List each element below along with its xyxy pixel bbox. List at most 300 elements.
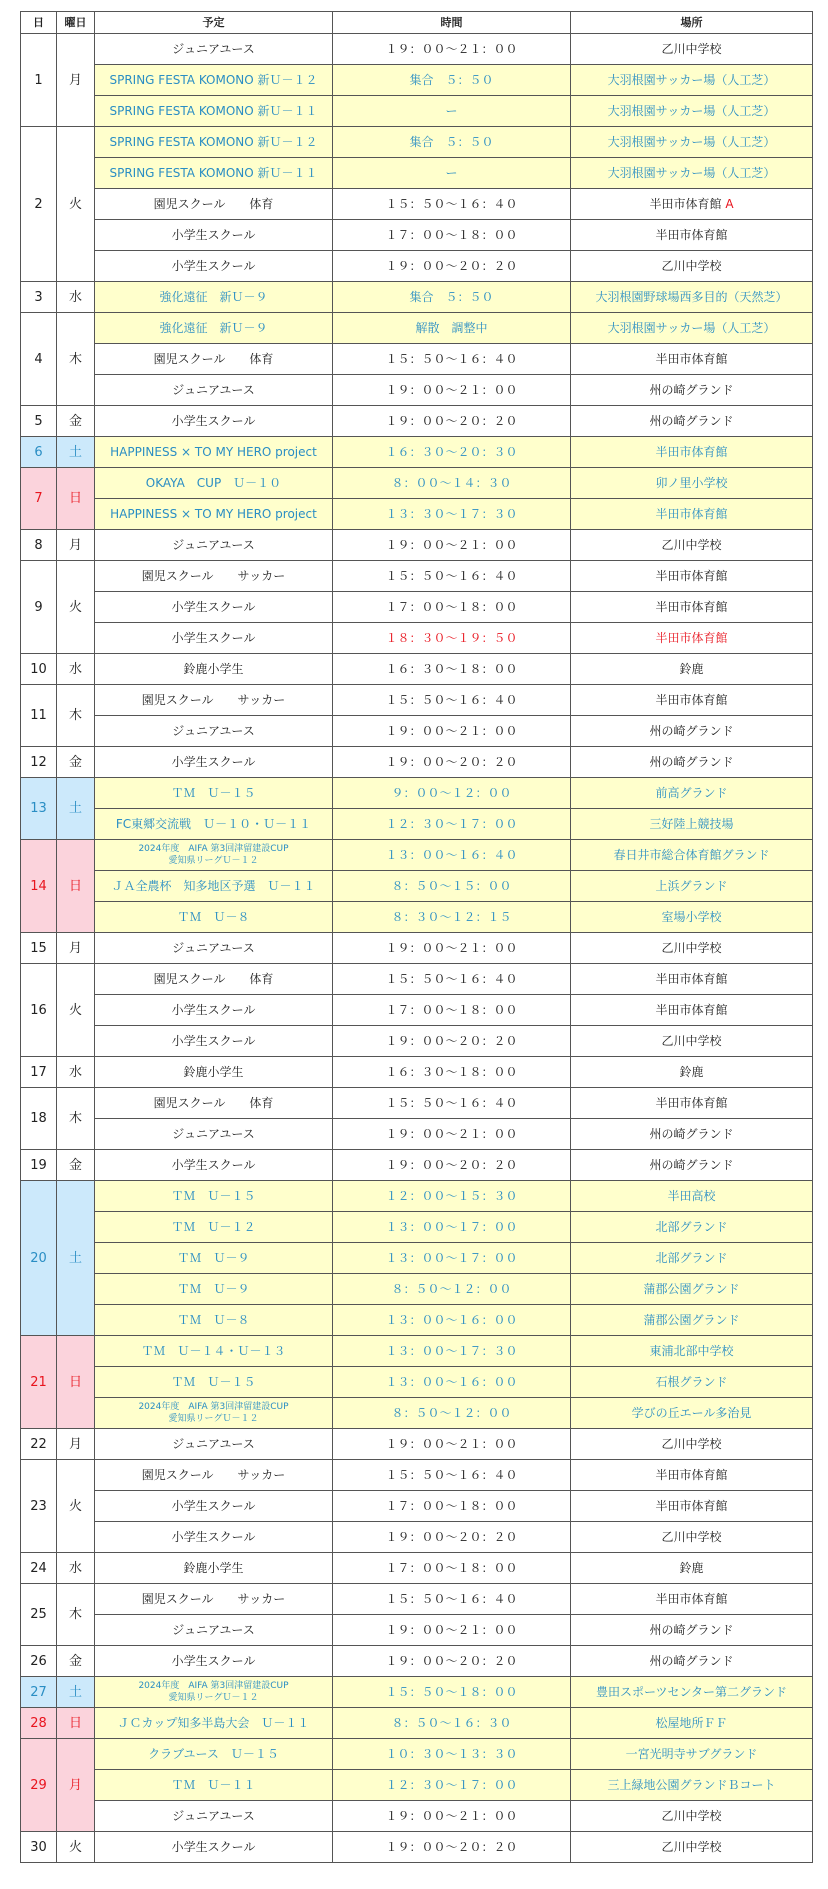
event-time: １９：００～２１：００ <box>333 530 571 561</box>
day-number: 6 <box>21 437 57 468</box>
schedule-row <box>21 1305 813 1336</box>
day-number: 4 <box>21 313 57 406</box>
event-time: １６：３０～２０：３０ <box>333 437 571 468</box>
weekday: 火 <box>57 561 95 654</box>
event-name: ジュニアユース <box>95 34 333 65</box>
weekday: 月 <box>57 1429 95 1460</box>
weekday: 水 <box>57 282 95 313</box>
day-number: 19 <box>21 1150 57 1181</box>
day-number: 14 <box>21 840 57 933</box>
schedule-row <box>21 1491 813 1522</box>
day-number: 20 <box>21 1181 57 1336</box>
header-row <box>21 12 813 34</box>
day-number: 3 <box>21 282 57 313</box>
event-name: 強化遠征 新Ｕ－９ <box>95 282 333 313</box>
event-name: 園児スクール サッカー <box>95 1460 333 1491</box>
event-name-line2: 愛知県リーグＵ－１２ <box>168 1414 259 1424</box>
event-name: 園児スクール サッカー <box>95 561 333 592</box>
event-place: 大羽根園サッカー場（人工芝） <box>571 96 813 127</box>
event-name: SPRING FESTA KOMONO 新Ｕ－１１ <box>95 96 333 127</box>
event-place: 半田市体育館 <box>571 995 813 1026</box>
event-place: 鈴鹿 <box>571 1553 813 1584</box>
weekday: 金 <box>57 1646 95 1677</box>
day-number: 8 <box>21 530 57 561</box>
weekday: 金 <box>57 406 95 437</box>
event-place: 前高グランド <box>571 778 813 809</box>
day-number: 9 <box>21 561 57 654</box>
header-day: 日 <box>21 12 57 34</box>
event-name: HAPPINESS × TO MY HERO project <box>95 437 333 468</box>
event-place: 鈴鹿 <box>571 1057 813 1088</box>
schedule-row <box>21 716 813 747</box>
day-number: 18 <box>21 1088 57 1150</box>
event-name: FC東郷交流戦 Ｕ－１０・Ｕ－１１ <box>95 809 333 840</box>
day-number: 23 <box>21 1460 57 1553</box>
event-time: １７：００～１８：００ <box>333 1491 571 1522</box>
event-name: ジュニアユース <box>95 933 333 964</box>
event-place: 乙川中学校 <box>571 34 813 65</box>
weekday: 木 <box>57 1584 95 1646</box>
event-time: 集合 ５：５０ <box>333 127 571 158</box>
event-place: 一宮光明寺サブグランド <box>571 1739 813 1770</box>
schedule-row <box>21 189 813 220</box>
schedule-row <box>21 1584 813 1615</box>
day-number: 17 <box>21 1057 57 1088</box>
event-time: １７：００～１８：００ <box>333 592 571 623</box>
schedule-row <box>21 1739 813 1770</box>
event-name <box>95 840 333 871</box>
event-place: 乙川中学校 <box>571 1832 813 1863</box>
place-accent: A <box>725 196 734 211</box>
event-name: クラブユース Ｕ－１５ <box>95 1739 333 1770</box>
weekday: 木 <box>57 313 95 406</box>
weekday: 金 <box>57 1150 95 1181</box>
event-time: ８：５０～１２：００ <box>333 1398 571 1429</box>
event-place: 乙川中学校 <box>571 1026 813 1057</box>
event-name: ＴＭ Ｕ－１４・Ｕ－１３ <box>95 1336 333 1367</box>
day-number: 26 <box>21 1646 57 1677</box>
event-name-line1: 2024年度 AIFA 第3回津留建設CUP <box>138 1402 289 1412</box>
day-number: 22 <box>21 1429 57 1460</box>
schedule-row <box>21 375 813 406</box>
event-name: 小学生スクール <box>95 1522 333 1553</box>
event-place: 大羽根園サッカー場（人工芝） <box>571 65 813 96</box>
weekday: 火 <box>57 127 95 282</box>
schedule-row <box>21 747 813 778</box>
day-number: 5 <box>21 406 57 437</box>
event-time: １９：００～２１：００ <box>333 34 571 65</box>
event-name: ＴＭ Ｕ－１５ <box>95 1367 333 1398</box>
event-place: 松屋地所ＦＦ <box>571 1708 813 1739</box>
weekday: 土 <box>57 1677 95 1708</box>
event-place: 州の崎グランド <box>571 1119 813 1150</box>
event-name: ジュニアユース <box>95 716 333 747</box>
event-place: 半田市体育館 <box>571 1584 813 1615</box>
event-name: ＴＭ Ｕ－９ <box>95 1274 333 1305</box>
event-name: 小学生スクール <box>95 1646 333 1677</box>
event-time: １９：００～２０：２０ <box>333 1832 571 1863</box>
event-time: １７：００～１８：００ <box>333 1553 571 1584</box>
event-place: 半田市体育館 <box>571 685 813 716</box>
schedule-row <box>21 1367 813 1398</box>
schedule-row <box>21 623 813 654</box>
weekday: 土 <box>57 1181 95 1336</box>
weekday: 日 <box>57 1708 95 1739</box>
event-time: ９：００～１２：００ <box>333 778 571 809</box>
event-time: １９：００～２１：００ <box>333 375 571 406</box>
event-place: 乙川中学校 <box>571 1522 813 1553</box>
event-name: 鈴鹿小学生 <box>95 1553 333 1584</box>
day-number: 29 <box>21 1739 57 1832</box>
schedule-row <box>21 933 813 964</box>
event-place: 鈴鹿 <box>571 654 813 685</box>
event-time: １３：００～１７：３０ <box>333 1336 571 1367</box>
weekday: 日 <box>57 1336 95 1429</box>
event-name: ＴＭ Ｕ－８ <box>95 902 333 933</box>
event-time: ８：５０～１５：００ <box>333 871 571 902</box>
event-place: 半田市体育館 <box>571 437 813 468</box>
event-name: ＪＣカップ知多半島大会 Ｕ－１１ <box>95 1708 333 1739</box>
event-name: 小学生スクール <box>95 623 333 654</box>
event-time: １９：００～２１：００ <box>333 933 571 964</box>
schedule-row <box>21 1429 813 1460</box>
event-name: 園児スクール 体育 <box>95 344 333 375</box>
event-time: １７：００～１８：００ <box>333 995 571 1026</box>
schedule-row <box>21 282 813 313</box>
weekday: 水 <box>57 654 95 685</box>
weekday: 日 <box>57 468 95 530</box>
event-place: 乙川中学校 <box>571 1429 813 1460</box>
event-place: 半田市体育館 <box>571 623 813 654</box>
day-number: 12 <box>21 747 57 778</box>
event-name: ＴＭ Ｕ－９ <box>95 1243 333 1274</box>
schedule-row <box>21 1646 813 1677</box>
event-time: １９：００～２０：２０ <box>333 406 571 437</box>
schedule-row <box>21 1026 813 1057</box>
schedule-row <box>21 437 813 468</box>
event-name: 小学生スクール <box>95 1832 333 1863</box>
schedule-row <box>21 1181 813 1212</box>
day-number: 11 <box>21 685 57 747</box>
day-number: 27 <box>21 1677 57 1708</box>
schedule-row <box>21 344 813 375</box>
event-place: 東浦北部中学校 <box>571 1336 813 1367</box>
event-time: １３：００～１６：４０ <box>333 840 571 871</box>
event-time: ー <box>333 96 571 127</box>
event-name: ＴＭ Ｕ－１１ <box>95 1770 333 1801</box>
weekday: 金 <box>57 747 95 778</box>
event-time: １９：００～２１：００ <box>333 716 571 747</box>
event-time: １２：００～１５：３０ <box>333 1181 571 1212</box>
day-number: 30 <box>21 1832 57 1863</box>
event-name: 鈴鹿小学生 <box>95 1057 333 1088</box>
weekday: 月 <box>57 530 95 561</box>
event-time: １５：５０～１６：４０ <box>333 964 571 995</box>
event-name: ジュニアユース <box>95 1801 333 1832</box>
event-name: 小学生スクール <box>95 1150 333 1181</box>
event-time: １９：００～２０：２０ <box>333 1522 571 1553</box>
event-time: ８：５０～１２：００ <box>333 1274 571 1305</box>
schedule-row <box>21 1553 813 1584</box>
event-place: 半田高校 <box>571 1181 813 1212</box>
day-number: 2 <box>21 127 57 282</box>
schedule-row <box>21 1088 813 1119</box>
event-place: 大羽根園サッカー場（人工芝） <box>571 127 813 158</box>
event-name: 園児スクール サッカー <box>95 685 333 716</box>
event-name: ジュニアユース <box>95 1119 333 1150</box>
event-time: １３：００～１７：００ <box>333 1243 571 1274</box>
event-time: １２：３０～１７：００ <box>333 1770 571 1801</box>
weekday: 水 <box>57 1057 95 1088</box>
schedule-row <box>21 313 813 344</box>
event-name: ＴＭ Ｕ－１５ <box>95 778 333 809</box>
event-name: HAPPINESS × TO MY HERO project <box>95 499 333 530</box>
schedule-row <box>21 1398 813 1429</box>
event-time: １７：００～１８：００ <box>333 220 571 251</box>
weekday: 月 <box>57 1739 95 1832</box>
event-place: 室場小学校 <box>571 902 813 933</box>
event-place: 半田市体育館 <box>571 499 813 530</box>
schedule-row <box>21 499 813 530</box>
event-time: １５：５０～１６：４０ <box>333 1460 571 1491</box>
event-name-line2: 愛知県リーグＵ－１２ <box>168 1693 259 1703</box>
event-place: 半田市体育館 <box>571 561 813 592</box>
event-name: 園児スクール サッカー <box>95 1584 333 1615</box>
day-number: 15 <box>21 933 57 964</box>
schedule-row <box>21 1119 813 1150</box>
event-time: １９：００～２０：２０ <box>333 1646 571 1677</box>
event-time: ８：００～１４：３０ <box>333 468 571 499</box>
event-time: １８：３０～１９：５０ <box>333 623 571 654</box>
schedule-row <box>21 1460 813 1491</box>
day-number: 10 <box>21 654 57 685</box>
event-time: １６：３０～１８：００ <box>333 654 571 685</box>
event-place: 北部グランド <box>571 1243 813 1274</box>
event-name: 小学生スクール <box>95 220 333 251</box>
weekday: 月 <box>57 34 95 127</box>
event-time: １５：５０～１６：４０ <box>333 561 571 592</box>
event-place: 大羽根園サッカー場（人工芝） <box>571 158 813 189</box>
event-place: 石根グランド <box>571 1367 813 1398</box>
event-time: ８：５０～１６：３０ <box>333 1708 571 1739</box>
schedule-row <box>21 1336 813 1367</box>
schedule-row <box>21 1243 813 1274</box>
event-name: 小学生スクール <box>95 1026 333 1057</box>
schedule-row <box>21 1770 813 1801</box>
event-time: １９：００～２１：００ <box>333 1801 571 1832</box>
event-place: 乙川中学校 <box>571 1801 813 1832</box>
schedule-row <box>21 809 813 840</box>
event-place: 三上緑地公園グランドＢコート <box>571 1770 813 1801</box>
event-place: 蒲郡公園グランド <box>571 1274 813 1305</box>
event-place: 北部グランド <box>571 1212 813 1243</box>
schedule-row <box>21 1615 813 1646</box>
schedule-row <box>21 1057 813 1088</box>
schedule-row <box>21 251 813 282</box>
event-time: １９：００～２１：００ <box>333 1429 571 1460</box>
event-name: SPRING FESTA KOMONO 新Ｕ－１２ <box>95 65 333 96</box>
schedule-row <box>21 840 813 871</box>
event-name: ジュニアユース <box>95 375 333 406</box>
schedule-row <box>21 220 813 251</box>
schedule-row <box>21 654 813 685</box>
event-place: 大羽根園野球場西多目的（天然芝） <box>571 282 813 313</box>
schedule-row <box>21 561 813 592</box>
header-place: 場所 <box>571 12 813 34</box>
event-time: １９：００～２０：２０ <box>333 1026 571 1057</box>
event-place: 半田市体育館 <box>571 1088 813 1119</box>
schedule-row <box>21 1677 813 1708</box>
schedule-row <box>21 902 813 933</box>
event-name: ジュニアユース <box>95 1615 333 1646</box>
schedule-row <box>21 468 813 499</box>
event-name: 小学生スクール <box>95 406 333 437</box>
event-name: 園児スクール 体育 <box>95 189 333 220</box>
event-time: 集合 ５：５０ <box>333 65 571 96</box>
event-time: １３：３０～１７：３０ <box>333 499 571 530</box>
event-time: １９：００～２０：２０ <box>333 747 571 778</box>
weekday: 火 <box>57 1460 95 1553</box>
event-name-line1: 2024年度 AIFA 第3回津留建設CUP <box>138 1681 289 1691</box>
event-place: 卯ノ里小学校 <box>571 468 813 499</box>
day-number: 7 <box>21 468 57 530</box>
event-time: 集合 ５：５０ <box>333 282 571 313</box>
weekday: 土 <box>57 778 95 840</box>
event-place: 州の崎グランド <box>571 747 813 778</box>
event-name-line2: 愛知県リーグＵ－１２ <box>168 856 259 866</box>
event-place: 大羽根園サッカー場（人工芝） <box>571 313 813 344</box>
event-place: 州の崎グランド <box>571 406 813 437</box>
event-name: OKAYA CUP Ｕ－１０ <box>95 468 333 499</box>
event-name: 小学生スクール <box>95 251 333 282</box>
event-place: 州の崎グランド <box>571 716 813 747</box>
weekday: 月 <box>57 933 95 964</box>
weekday: 木 <box>57 685 95 747</box>
event-place: 豊田スポーツセンター第二グランド <box>571 1677 813 1708</box>
schedule-row <box>21 127 813 158</box>
schedule-row <box>21 1708 813 1739</box>
event-place: 半田市体育館 <box>571 964 813 995</box>
event-name: 小学生スクール <box>95 592 333 623</box>
event-place: 半田市体育館 <box>571 592 813 623</box>
schedule-row <box>21 592 813 623</box>
header-event: 予定 <box>95 12 333 34</box>
event-time: ー <box>333 158 571 189</box>
event-place: 半田市体育館 <box>571 220 813 251</box>
event-time: １９：００～２１：００ <box>333 1119 571 1150</box>
schedule-row <box>21 1832 813 1863</box>
event-name: 園児スクール 体育 <box>95 964 333 995</box>
event-name: 小学生スクール <box>95 995 333 1026</box>
schedule-row <box>21 406 813 437</box>
event-name: 園児スクール 体育 <box>95 1088 333 1119</box>
schedule-body <box>21 34 813 1863</box>
header-time: 時間 <box>333 12 571 34</box>
event-time: １６：３０～１８：００ <box>333 1057 571 1088</box>
schedule-row <box>21 1522 813 1553</box>
event-place: 州の崎グランド <box>571 375 813 406</box>
weekday: 水 <box>57 1553 95 1584</box>
event-place: 春日井市総合体育館グランド <box>571 840 813 871</box>
event-place <box>571 189 813 220</box>
event-place: 学びの丘エール多治見 <box>571 1398 813 1429</box>
event-place: 半田市体育館 <box>571 1460 813 1491</box>
schedule-row <box>21 871 813 902</box>
event-place: 乙川中学校 <box>571 251 813 282</box>
event-time: １５：５０～１６：４０ <box>333 189 571 220</box>
event-name: ＴＭ Ｕ－１２ <box>95 1212 333 1243</box>
event-place: 乙川中学校 <box>571 933 813 964</box>
event-time: １９：００～２１：００ <box>333 1615 571 1646</box>
weekday: 火 <box>57 1832 95 1863</box>
schedule-row <box>21 158 813 189</box>
schedule-row <box>21 65 813 96</box>
schedule-table <box>20 11 813 1863</box>
event-place: 三好陸上競技場 <box>571 809 813 840</box>
event-name: SPRING FESTA KOMONO 新Ｕ－１１ <box>95 158 333 189</box>
weekday: 土 <box>57 437 95 468</box>
event-time: １３：００～１６：００ <box>333 1367 571 1398</box>
day-number: 24 <box>21 1553 57 1584</box>
event-name-line1: 2024年度 AIFA 第3回津留建設CUP <box>138 844 289 854</box>
event-place: 州の崎グランド <box>571 1615 813 1646</box>
schedule-row <box>21 1150 813 1181</box>
day-number: 13 <box>21 778 57 840</box>
event-name: ＴＭ Ｕ－８ <box>95 1305 333 1336</box>
event-time: １９：００～２０：２０ <box>333 1150 571 1181</box>
event-time: １５：５０～１８：００ <box>333 1677 571 1708</box>
event-name: 鈴鹿小学生 <box>95 654 333 685</box>
schedule-row <box>21 1801 813 1832</box>
schedule-row <box>21 96 813 127</box>
event-place: 半田市体育館 <box>571 1491 813 1522</box>
event-name <box>95 1398 333 1429</box>
event-time: １０：３０～１３：３０ <box>333 1739 571 1770</box>
event-place: 乙川中学校 <box>571 530 813 561</box>
event-place: 半田市体育館 <box>571 344 813 375</box>
event-name: ＴＭ Ｕ－１５ <box>95 1181 333 1212</box>
schedule-row <box>21 1274 813 1305</box>
event-time: １３：００～１７：００ <box>333 1212 571 1243</box>
event-name: SPRING FESTA KOMONO 新Ｕ－１２ <box>95 127 333 158</box>
schedule-row <box>21 530 813 561</box>
event-time: １５：５０～１６：４０ <box>333 1584 571 1615</box>
event-time: １５：５０～１６：４０ <box>333 1088 571 1119</box>
header-weekday: 曜日 <box>57 12 95 34</box>
schedule-row <box>21 34 813 65</box>
event-time: ８：３０～１２：１５ <box>333 902 571 933</box>
event-place: 蒲郡公園グランド <box>571 1305 813 1336</box>
schedule-row <box>21 685 813 716</box>
weekday: 木 <box>57 1088 95 1150</box>
event-time: １２：３０～１７：００ <box>333 809 571 840</box>
event-name: 小学生スクール <box>95 1491 333 1522</box>
event-name: 小学生スクール <box>95 747 333 778</box>
event-time: １５：５０～１６：４０ <box>333 344 571 375</box>
day-number: 28 <box>21 1708 57 1739</box>
place-text: 半田市体育館 <box>649 196 722 211</box>
event-time: １９：００～２０：２０ <box>333 251 571 282</box>
day-number: 21 <box>21 1336 57 1429</box>
schedule-row <box>21 1212 813 1243</box>
event-name: 強化遠征 新Ｕ－９ <box>95 313 333 344</box>
schedule-row <box>21 995 813 1026</box>
event-name: ジュニアユース <box>95 1429 333 1460</box>
event-place: 州の崎グランド <box>571 1646 813 1677</box>
day-number: 16 <box>21 964 57 1057</box>
event-name <box>95 1677 333 1708</box>
day-number: 25 <box>21 1584 57 1646</box>
